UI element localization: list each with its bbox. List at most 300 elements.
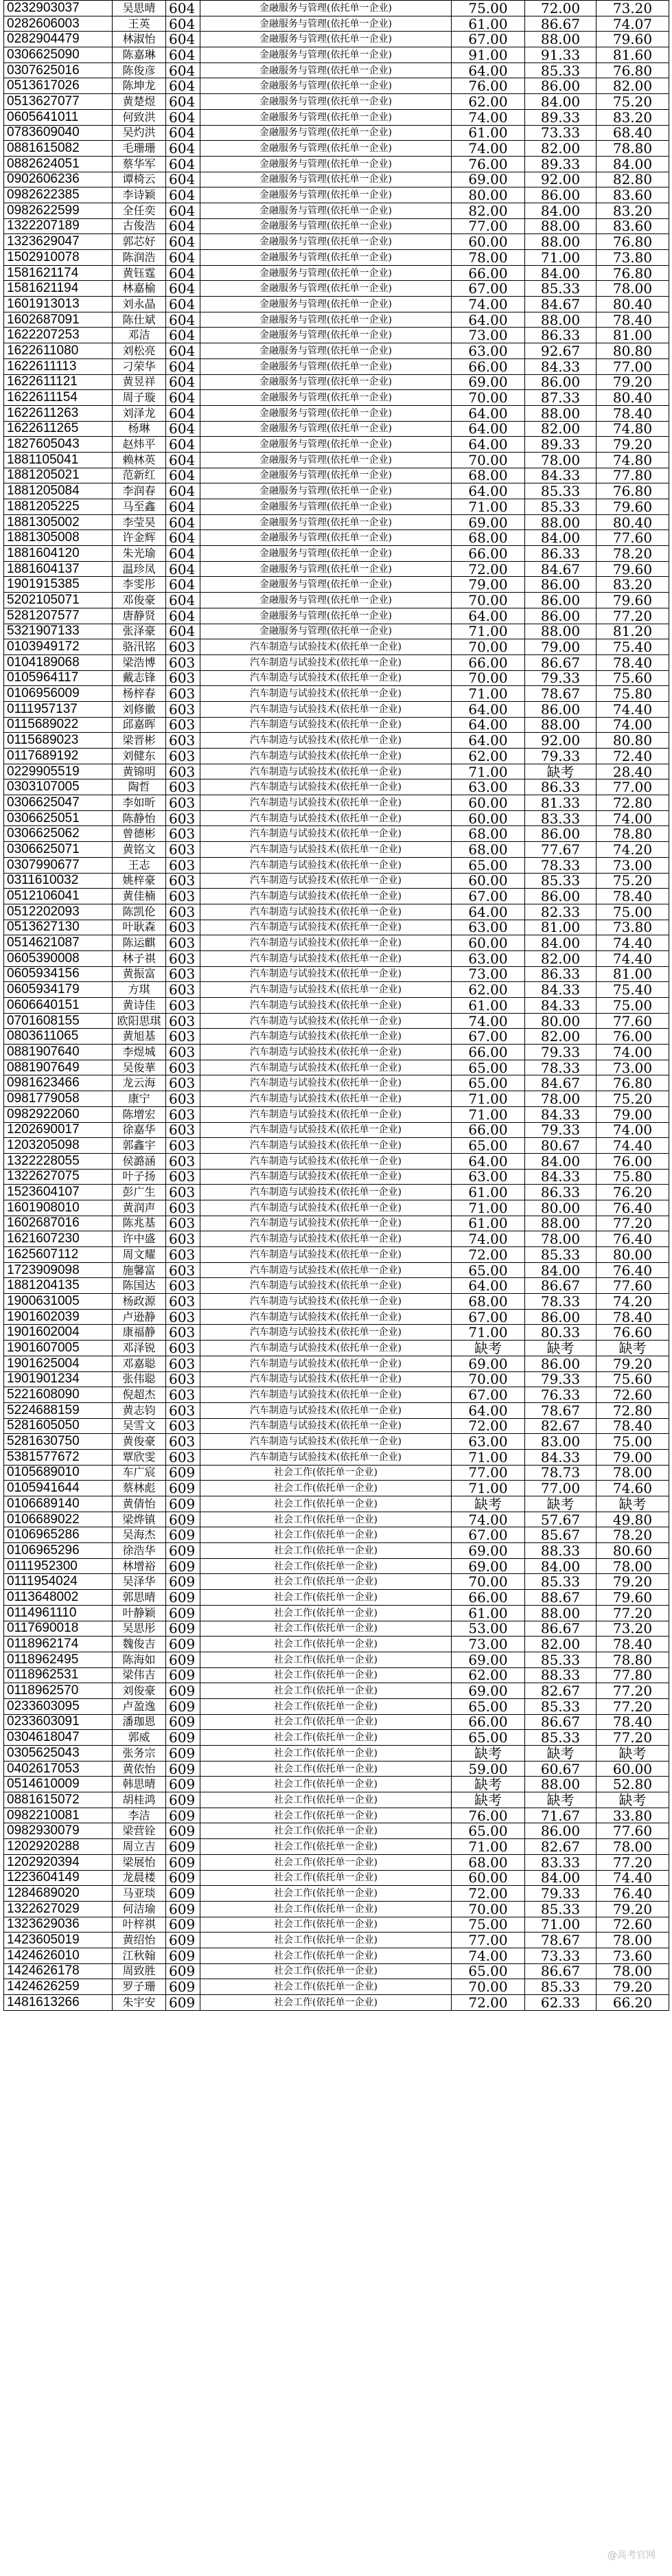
major-name-cell: 汽车制造与试验技术(依托单一企业) (200, 998, 452, 1014)
candidate-name-cell: 康宁 (113, 1091, 166, 1107)
written-score-cell: 69.00 (452, 1683, 525, 1699)
written-score-cell: 缺考 (452, 1746, 525, 1762)
major-name-cell: 汽车制造与试验技术(依托单一企业) (200, 904, 452, 920)
total-score-cell: 79.00 (596, 1106, 669, 1122)
major-code-cell: 604 (166, 203, 200, 218)
candidate-number-cell: 1622611154 (4, 390, 113, 406)
table-row (4, 32, 669, 47)
total-score-cell: 49.80 (596, 1512, 669, 1527)
table-row (4, 1761, 669, 1777)
interview-score-cell: 86.00 (525, 1356, 596, 1371)
table-row (4, 1605, 669, 1621)
candidate-name-cell: 李润春 (113, 483, 166, 499)
candidate-name-cell: 吴思晴 (113, 1, 166, 16)
interview-score-cell: 80.00 (525, 1200, 596, 1216)
table-row (4, 530, 669, 546)
written-score-cell: 63.00 (452, 1434, 525, 1450)
major-code-cell: 609 (166, 1652, 200, 1667)
table-row (4, 234, 669, 250)
interview-score-cell: 82.33 (525, 904, 596, 920)
major-name-cell: 金融服务与管理(依托单一企业) (200, 218, 452, 234)
interview-score-cell: 71.00 (525, 1917, 596, 1933)
interview-score-cell: 88.33 (525, 1667, 596, 1683)
candidate-number-cell: 0117690018 (4, 1621, 113, 1637)
total-score-cell: 83.60 (596, 187, 669, 203)
interview-score-cell: 79.33 (525, 749, 596, 764)
major-name-cell: 汽车制造与试验技术(依托单一企业) (200, 1294, 452, 1310)
candidate-name-cell: 毛珊珊 (113, 141, 166, 157)
table-row (4, 639, 669, 655)
total-score-cell: 83.20 (596, 109, 669, 125)
candidate-number-cell: 0115689023 (4, 733, 113, 749)
table-row (4, 624, 669, 639)
major-code-cell: 604 (166, 172, 200, 187)
candidate-number-cell: 0783609040 (4, 125, 113, 141)
candidate-number-cell: 0881907649 (4, 1060, 113, 1075)
interview-score-cell: 88.00 (525, 1605, 596, 1621)
major-name-cell: 金融服务与管理(依托单一企业) (200, 499, 452, 515)
candidate-number-cell: 0981779058 (4, 1091, 113, 1107)
table-row (4, 1278, 669, 1294)
major-name-cell: 汽车制造与试验技术(依托单一企业) (200, 1122, 452, 1138)
total-score-cell: 73.60 (596, 1948, 669, 1963)
table-row (4, 1262, 669, 1278)
major-code-cell: 609 (166, 1854, 200, 1870)
table-row (4, 1231, 669, 1247)
written-score-cell: 71.00 (452, 1481, 525, 1496)
written-score-cell: 69.00 (452, 1558, 525, 1574)
candidate-number-cell: 1322627029 (4, 1901, 113, 1917)
interview-score-cell: 78.00 (525, 452, 596, 468)
written-score-cell: 64.00 (452, 405, 525, 421)
table-row (4, 1590, 669, 1606)
written-score-cell: 64.00 (452, 733, 525, 749)
major-code-cell: 603 (166, 795, 200, 811)
interview-score-cell: 86.00 (525, 187, 596, 203)
total-score-cell: 80.60 (596, 1543, 669, 1559)
total-score-cell: 74.40 (596, 950, 669, 966)
table-row (4, 1402, 669, 1418)
candidate-number-cell: 1621607230 (4, 1231, 113, 1247)
major-name-cell: 汽车制造与试验技术(依托单一企业) (200, 1402, 452, 1418)
candidate-name-cell: 王英 (113, 16, 166, 32)
major-name-cell: 社会工作(依托单一企业) (200, 1512, 452, 1527)
major-name-cell: 金融服务与管理(依托单一企业) (200, 62, 452, 78)
candidate-number-cell: 1881205225 (4, 499, 113, 515)
candidate-name-cell: 黄楚煜 (113, 94, 166, 110)
interview-score-cell: 86.33 (525, 1185, 596, 1200)
candidate-number-cell: 0106689140 (4, 1496, 113, 1512)
candidate-name-cell: 赵炜平 (113, 437, 166, 453)
major-code-cell: 603 (166, 1138, 200, 1154)
table-row (4, 1886, 669, 1902)
candidate-number-cell: 1622207253 (4, 328, 113, 343)
table-row (4, 328, 669, 343)
total-score-cell: 78.20 (596, 546, 669, 562)
interview-score-cell: 91.33 (525, 47, 596, 63)
major-code-cell: 603 (166, 701, 200, 717)
table-row (4, 1325, 669, 1341)
total-score-cell: 78.40 (596, 1309, 669, 1325)
interview-score-cell: 84.00 (525, 1870, 596, 1886)
interview-score-cell: 86.67 (525, 1714, 596, 1730)
major-name-cell: 社会工作(依托单一企业) (200, 1746, 452, 1762)
candidate-number-cell: 0229905519 (4, 764, 113, 779)
written-score-cell: 64.00 (452, 1153, 525, 1169)
candidate-number-cell: 1622611121 (4, 374, 113, 390)
major-name-cell: 汽车制造与试验技术(依托单一企业) (200, 670, 452, 686)
major-code-cell: 604 (166, 624, 200, 639)
major-code-cell: 603 (166, 1122, 200, 1138)
candidate-name-cell: 陈增宏 (113, 1106, 166, 1122)
candidate-number-cell: 1622611080 (4, 343, 113, 359)
candidate-name-cell: 邓泽锐 (113, 1341, 166, 1356)
table-row (4, 1153, 669, 1169)
interview-score-cell: 88.67 (525, 1590, 596, 1606)
total-score-cell: 79.20 (596, 437, 669, 453)
major-code-cell: 609 (166, 1995, 200, 2011)
written-score-cell: 60.00 (452, 873, 525, 889)
written-score-cell: 61.00 (452, 1185, 525, 1200)
total-score-cell: 83.20 (596, 203, 669, 218)
interview-score-cell: 83.00 (525, 1434, 596, 1450)
major-code-cell: 603 (166, 1091, 200, 1107)
total-score-cell: 73.20 (596, 1, 669, 16)
table-row (4, 998, 669, 1014)
candidate-name-cell: 胡桂鸿 (113, 1792, 166, 1808)
written-score-cell: 74.00 (452, 1231, 525, 1247)
major-code-cell: 603 (166, 764, 200, 779)
major-name-cell: 金融服务与管理(依托单一企业) (200, 328, 452, 343)
major-code-cell: 604 (166, 468, 200, 483)
written-score-cell: 64.00 (452, 483, 525, 499)
written-score-cell: 65.00 (452, 1262, 525, 1278)
major-name-cell: 金融服务与管理(依托单一企业) (200, 374, 452, 390)
major-name-cell: 金融服务与管理(依托单一企业) (200, 312, 452, 328)
major-name-cell: 汽车制造与试验技术(依托单一企业) (200, 950, 452, 966)
major-name-cell: 社会工作(依托单一企业) (200, 1792, 452, 1808)
interview-score-cell: 80.67 (525, 1138, 596, 1154)
table-row (4, 265, 669, 281)
total-score-cell: 28.40 (596, 764, 669, 779)
major-code-cell: 603 (166, 1309, 200, 1325)
written-score-cell: 70.00 (452, 639, 525, 655)
candidate-name-cell: 温珍凤 (113, 561, 166, 577)
major-name-cell: 社会工作(依托单一企业) (200, 1823, 452, 1839)
table-row (4, 47, 669, 63)
candidate-name-cell: 曾德彬 (113, 826, 166, 842)
major-name-cell: 金融服务与管理(依托单一企业) (200, 1, 452, 16)
total-score-cell: 80.40 (596, 297, 669, 312)
major-name-cell: 汽车制造与试验技术(依托单一企业) (200, 733, 452, 749)
table-row (4, 1465, 669, 1481)
table-row (4, 483, 669, 499)
candidate-name-cell: 梁伟吉 (113, 1667, 166, 1683)
interview-score-cell: 78.67 (525, 1933, 596, 1948)
written-score-cell: 63.00 (452, 920, 525, 935)
total-score-cell: 76.40 (596, 1886, 669, 1902)
major-name-cell: 金融服务与管理(依托单一企业) (200, 405, 452, 421)
interview-score-cell: 72.00 (525, 1, 596, 16)
interview-score-cell: 89.33 (525, 109, 596, 125)
major-name-cell: 汽车制造与试验技术(依托单一企业) (200, 1185, 452, 1200)
candidate-number-cell: 0118962570 (4, 1683, 113, 1699)
major-name-cell: 汽车制造与试验技术(依托单一企业) (200, 966, 452, 982)
candidate-number-cell: 0282904479 (4, 32, 113, 47)
major-name-cell: 社会工作(依托单一企业) (200, 1808, 452, 1823)
table-row (4, 1200, 669, 1216)
candidate-number-cell: 0606640151 (4, 998, 113, 1014)
written-score-cell: 65.00 (452, 1060, 525, 1075)
total-score-cell: 80.80 (596, 343, 669, 359)
written-score-cell: 70.00 (452, 1574, 525, 1590)
interview-score-cell: 86.33 (525, 546, 596, 562)
candidate-number-cell: 1502910078 (4, 250, 113, 266)
written-score-cell: 71.00 (452, 1106, 525, 1122)
candidate-name-cell: 蔡林彪 (113, 1481, 166, 1496)
total-score-cell: 77.20 (596, 1730, 669, 1746)
written-score-cell: 60.00 (452, 234, 525, 250)
table-row (4, 343, 669, 359)
table-row (4, 1933, 669, 1948)
interview-score-cell: 86.67 (525, 654, 596, 670)
written-score-cell: 75.00 (452, 1, 525, 16)
table-row (4, 297, 669, 312)
candidate-name-cell: 吴海杰 (113, 1527, 166, 1543)
table-row (4, 654, 669, 670)
written-score-cell: 72.00 (452, 1247, 525, 1263)
written-score-cell: 72.00 (452, 561, 525, 577)
major-code-cell: 609 (166, 1839, 200, 1855)
written-score-cell: 61.00 (452, 1216, 525, 1231)
table-row (4, 546, 669, 562)
candidate-name-cell: 黄依怡 (113, 1761, 166, 1777)
candidate-name-cell: 黄铭文 (113, 842, 166, 858)
table-row (4, 873, 669, 889)
total-score-cell: 73.00 (596, 1060, 669, 1075)
candidate-name-cell: 何致洪 (113, 109, 166, 125)
table-row (4, 1216, 669, 1231)
total-score-cell: 74.00 (596, 1045, 669, 1060)
written-score-cell: 65.00 (452, 857, 525, 873)
candidate-name-cell: 彭广生 (113, 1185, 166, 1200)
candidate-number-cell: 1901607005 (4, 1341, 113, 1356)
major-code-cell: 604 (166, 141, 200, 157)
interview-score-cell: 62.33 (525, 1995, 596, 2011)
interview-score-cell: 86.67 (525, 1621, 596, 1637)
candidate-number-cell: 1881205021 (4, 468, 113, 483)
written-score-cell: 67.00 (452, 32, 525, 47)
major-code-cell: 604 (166, 514, 200, 530)
total-score-cell: 33.80 (596, 1808, 669, 1823)
major-name-cell: 汽车制造与试验技术(依托单一企业) (200, 920, 452, 935)
candidate-number-cell: 5224688159 (4, 1402, 113, 1418)
candidate-name-cell: 倪超杰 (113, 1387, 166, 1403)
written-score-cell: 60.00 (452, 810, 525, 826)
major-code-cell: 603 (166, 810, 200, 826)
written-score-cell: 72.00 (452, 1886, 525, 1902)
candidate-number-cell: 0512106041 (4, 889, 113, 904)
major-code-cell: 609 (166, 1637, 200, 1652)
table-row (4, 982, 669, 998)
major-name-cell: 汽车制造与试验技术(依托单一企业) (200, 1262, 452, 1278)
major-code-cell: 609 (166, 1465, 200, 1481)
written-score-cell: 71.00 (452, 1091, 525, 1107)
written-score-cell: 79.00 (452, 577, 525, 593)
total-score-cell: 78.40 (596, 654, 669, 670)
candidate-number-cell: 0106965296 (4, 1543, 113, 1559)
total-score-cell: 80.40 (596, 514, 669, 530)
total-score-cell: 77.20 (596, 1216, 669, 1231)
total-score-cell: 83.20 (596, 577, 669, 593)
candidate-number-cell: 0981623466 (4, 1075, 113, 1091)
candidate-number-cell: 1322207189 (4, 218, 113, 234)
major-name-cell: 汽车制造与试验技术(依托单一企业) (200, 1138, 452, 1154)
major-name-cell: 汽车制造与试验技术(依托单一企业) (200, 873, 452, 889)
candidate-number-cell: 0305625043 (4, 1746, 113, 1762)
total-score-cell: 78.40 (596, 405, 669, 421)
candidate-number-cell: 1901602004 (4, 1325, 113, 1341)
candidate-name-cell: 陈兆基 (113, 1216, 166, 1231)
major-name-cell: 社会工作(依托单一企业) (200, 1933, 452, 1948)
major-name-cell: 汽车制造与试验技术(依托单一企业) (200, 1371, 452, 1387)
total-score-cell: 74.00 (596, 810, 669, 826)
candidate-number-cell: 1223604149 (4, 1870, 113, 1886)
table-row (4, 94, 669, 110)
table-row (4, 141, 669, 157)
major-name-cell: 汽车制造与试验技术(依托单一企业) (200, 717, 452, 733)
major-code-cell: 609 (166, 1777, 200, 1792)
total-score-cell: 78.20 (596, 1527, 669, 1543)
written-score-cell: 70.00 (452, 1371, 525, 1387)
candidate-number-cell: 1323629036 (4, 1917, 113, 1933)
written-score-cell: 67.00 (452, 1387, 525, 1403)
total-score-cell: 76.80 (596, 234, 669, 250)
written-score-cell: 61.00 (452, 998, 525, 1014)
interview-score-cell: 86.00 (525, 1309, 596, 1325)
table-row (4, 701, 669, 717)
major-code-cell: 603 (166, 966, 200, 982)
written-score-cell: 69.00 (452, 374, 525, 390)
table-row (4, 920, 669, 935)
interview-score-cell: 85.33 (525, 1698, 596, 1714)
major-name-cell: 社会工作(依托单一企业) (200, 1543, 452, 1559)
candidate-name-cell: 张务宗 (113, 1746, 166, 1762)
candidate-number-cell: 0701608155 (4, 1013, 113, 1029)
table-row (4, 1823, 669, 1839)
candidate-name-cell: 侯潞涵 (113, 1153, 166, 1169)
major-name-cell: 汽车制造与试验技术(依托单一企业) (200, 935, 452, 951)
candidate-number-cell: 0303107005 (4, 779, 113, 795)
candidate-number-cell: 5281630750 (4, 1434, 113, 1450)
major-name-cell: 社会工作(依托单一企业) (200, 1465, 452, 1481)
table-row (4, 1558, 669, 1574)
major-name-cell: 社会工作(依托单一企业) (200, 1714, 452, 1730)
major-code-cell: 604 (166, 546, 200, 562)
major-name-cell: 社会工作(依托单一企业) (200, 1698, 452, 1714)
candidate-number-cell: 5202105071 (4, 593, 113, 608)
candidate-number-cell: 1827605043 (4, 437, 113, 453)
written-score-cell: 67.00 (452, 281, 525, 297)
major-code-cell: 604 (166, 187, 200, 203)
table-row (4, 1839, 669, 1855)
interview-score-cell: 78.73 (525, 1465, 596, 1481)
table-row (4, 499, 669, 515)
table-row (4, 390, 669, 406)
major-code-cell: 604 (166, 312, 200, 328)
total-score-cell: 77.00 (596, 779, 669, 795)
interview-score-cell: 85.33 (525, 1979, 596, 1995)
candidate-number-cell: 0306625062 (4, 826, 113, 842)
table-row (4, 312, 669, 328)
candidate-name-cell: 刘永晶 (113, 297, 166, 312)
written-score-cell: 64.00 (452, 312, 525, 328)
total-score-cell: 74.80 (596, 421, 669, 437)
major-code-cell: 604 (166, 1, 200, 16)
candidate-name-cell: 康福静 (113, 1325, 166, 1341)
candidate-name-cell: 黄旭基 (113, 1029, 166, 1045)
table-row (4, 1901, 669, 1917)
major-name-cell: 社会工作(依托单一企业) (200, 1496, 452, 1512)
interview-score-cell: 60.67 (525, 1761, 596, 1777)
candidate-name-cell: 黄钰霆 (113, 265, 166, 281)
candidate-name-cell: 黄佳楠 (113, 889, 166, 904)
major-name-cell: 汽车制造与试验技术(依托单一企业) (200, 654, 452, 670)
written-score-cell: 65.00 (452, 1698, 525, 1714)
candidate-name-cell: 邓嘉聪 (113, 1356, 166, 1371)
candidate-name-cell: 梁营铨 (113, 1823, 166, 1839)
written-score-cell: 65.00 (452, 1138, 525, 1154)
total-score-cell: 78.80 (596, 141, 669, 157)
major-name-cell: 汽车制造与试验技术(依托单一企业) (200, 1216, 452, 1231)
written-score-cell: 71.00 (452, 624, 525, 639)
total-score-cell: 72.40 (596, 749, 669, 764)
total-score-cell: 77.20 (596, 1854, 669, 1870)
major-name-cell: 汽车制造与试验技术(依托单一企业) (200, 749, 452, 764)
total-score-cell: 72.80 (596, 795, 669, 811)
candidate-number-cell: 0982622599 (4, 203, 113, 218)
written-score-cell: 缺考 (452, 1777, 525, 1792)
interview-score-cell: 88.00 (525, 234, 596, 250)
score-table-body (4, 1, 669, 2011)
candidate-number-cell: 0106689022 (4, 1512, 113, 1527)
major-code-cell: 604 (166, 561, 200, 577)
major-code-cell: 603 (166, 749, 200, 764)
interview-score-cell: 82.00 (525, 141, 596, 157)
major-name-cell: 社会工作(依托单一企业) (200, 1621, 452, 1637)
written-score-cell: 59.00 (452, 1761, 525, 1777)
total-score-cell: 84.00 (596, 156, 669, 172)
written-score-cell: 60.00 (452, 1870, 525, 1886)
candidate-name-cell: 许金辉 (113, 530, 166, 546)
written-score-cell: 91.00 (452, 47, 525, 63)
interview-score-cell: 73.33 (525, 1948, 596, 1963)
major-code-cell: 603 (166, 1200, 200, 1216)
written-score-cell: 62.00 (452, 1667, 525, 1683)
table-row (4, 1543, 669, 1559)
candidate-name-cell: 吴俊華 (113, 1060, 166, 1075)
total-score-cell: 78.40 (596, 1714, 669, 1730)
table-row (4, 561, 669, 577)
major-name-cell: 金融服务与管理(依托单一企业) (200, 390, 452, 406)
major-name-cell: 社会工作(依托单一企业) (200, 1854, 452, 1870)
major-name-cell: 汽车制造与试验技术(依托单一企业) (200, 1341, 452, 1356)
candidate-name-cell: 刘健东 (113, 749, 166, 764)
table-row (4, 374, 669, 390)
major-code-cell: 604 (166, 109, 200, 125)
total-score-cell: 76.00 (596, 1029, 669, 1045)
interview-score-cell: 86.67 (525, 16, 596, 32)
